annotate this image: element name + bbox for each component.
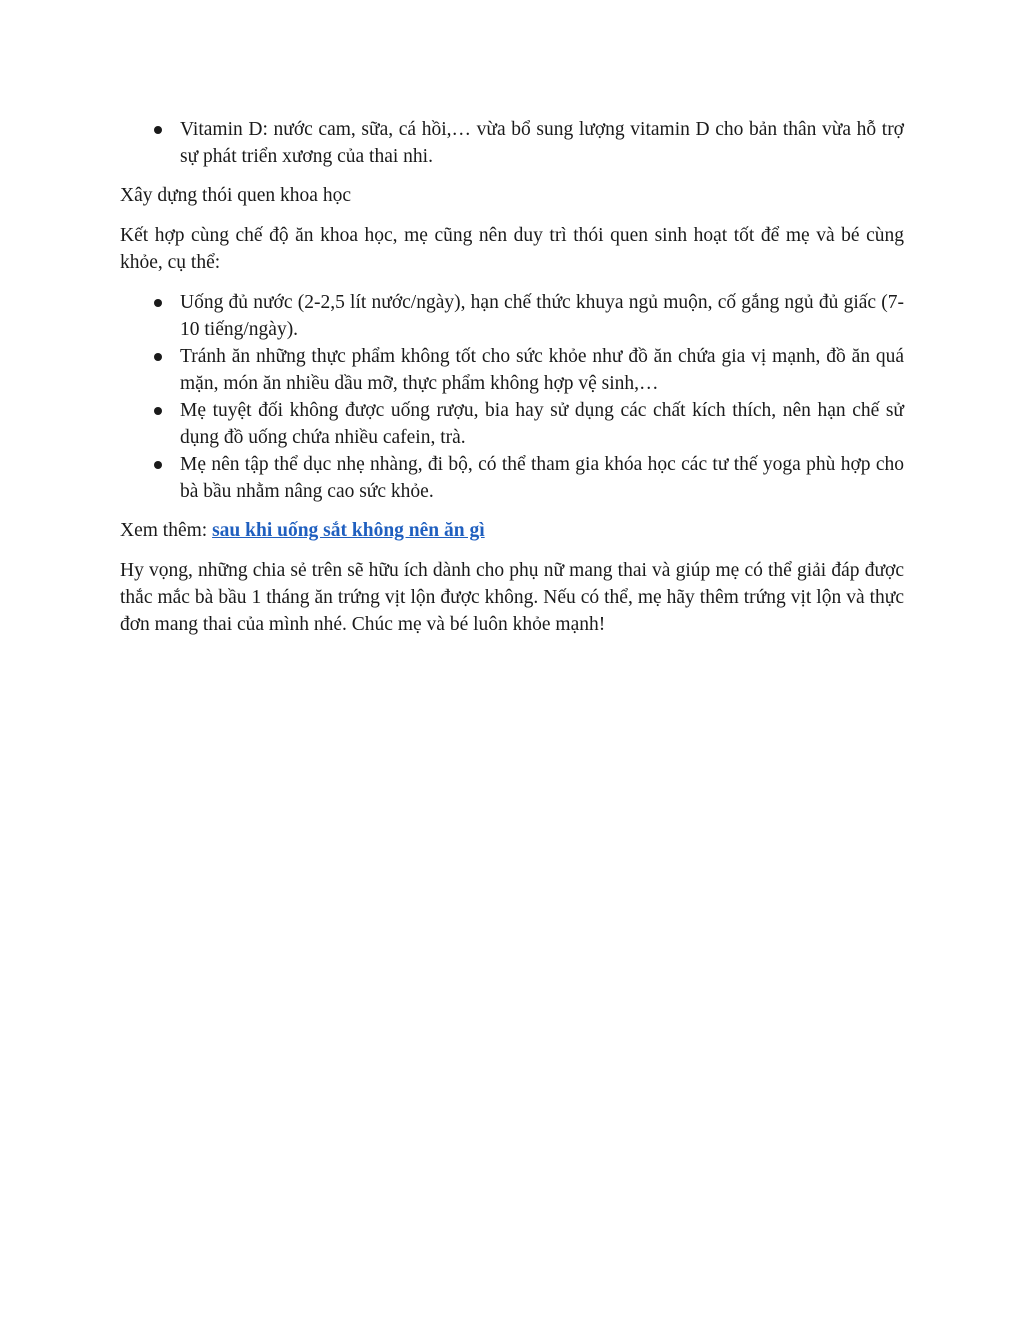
list-item bbox=[120, 397, 904, 451]
intro-paragraph: Kết hợp cùng chế độ ăn khoa học, mẹ cũng nên duy trì thói quen sinh hoạt tốt để mẹ và bé cùng khỏe, cụ thể: bbox=[120, 225, 904, 273]
bullet-icon bbox=[154, 353, 162, 361]
see-more-label: Xem thêm: bbox=[120, 520, 213, 541]
see-more-link[interactable]: sau khi uống sắt không nên ăn gì bbox=[212, 520, 485, 541]
bullet-icon bbox=[154, 299, 162, 307]
bullet-icon bbox=[154, 407, 162, 415]
list-item bbox=[120, 343, 904, 397]
habit-list bbox=[120, 289, 904, 505]
list-item-text: Vitamin D: nước cam, sữa, cá hồi,… vừa bổ sung lượng vitamin D cho bản thân vừa hỗ trợ sự phát triển xương của thai nhi. bbox=[180, 119, 904, 167]
bullet-icon bbox=[154, 126, 162, 134]
list-item bbox=[120, 116, 904, 170]
vitamin-list bbox=[120, 116, 904, 170]
conclusion-paragraph: Hy vọng, những chia sẻ trên sẽ hữu ích dành cho phụ nữ mang thai và giúp mẹ có thể giải đáp được thắc mắc bà bầu 1 tháng ăn trứng vịt lộn được không. Nếu có thể, mẹ hãy thêm trứng vịt lộn và thực đơn mang thai của mình nhé. Chúc mẹ và bé luôn khỏe mạnh! bbox=[120, 560, 904, 635]
bullet-icon bbox=[154, 461, 162, 469]
list-item-text: Mẹ tuyệt đối không được uống rượu, bia hay sử dụng các chất kích thích, nên hạn chế sử dụng đồ uống chứa nhiều cafein, trà. bbox=[180, 400, 904, 448]
list-item-text: Tránh ăn những thực phẩm không tốt cho sức khỏe như đồ ăn chứa gia vị mạnh, đồ ăn quá mặn, món ăn nhiều dầu mỡ, thực phẩm không hợp vệ sinh,… bbox=[180, 346, 904, 394]
see-more-line bbox=[120, 517, 904, 544]
section-heading: Xây dựng thói quen khoa học bbox=[120, 185, 351, 206]
list-item bbox=[120, 289, 904, 343]
list-item-text: Uống đủ nước (2-2,5 lít nước/ngày), hạn chế thức khuya ngủ muộn, cố gắng ngủ đủ giấc (7-10 tiếng/ngày). bbox=[180, 292, 904, 340]
list-item bbox=[120, 451, 904, 505]
list-item-text: Mẹ nên tập thể dục nhẹ nhàng, đi bộ, có thể tham gia khóa học các tư thế yoga phù hợp cho bà bầu nhằm nâng cao sức khỏe. bbox=[180, 454, 904, 502]
document-page bbox=[120, 116, 904, 638]
